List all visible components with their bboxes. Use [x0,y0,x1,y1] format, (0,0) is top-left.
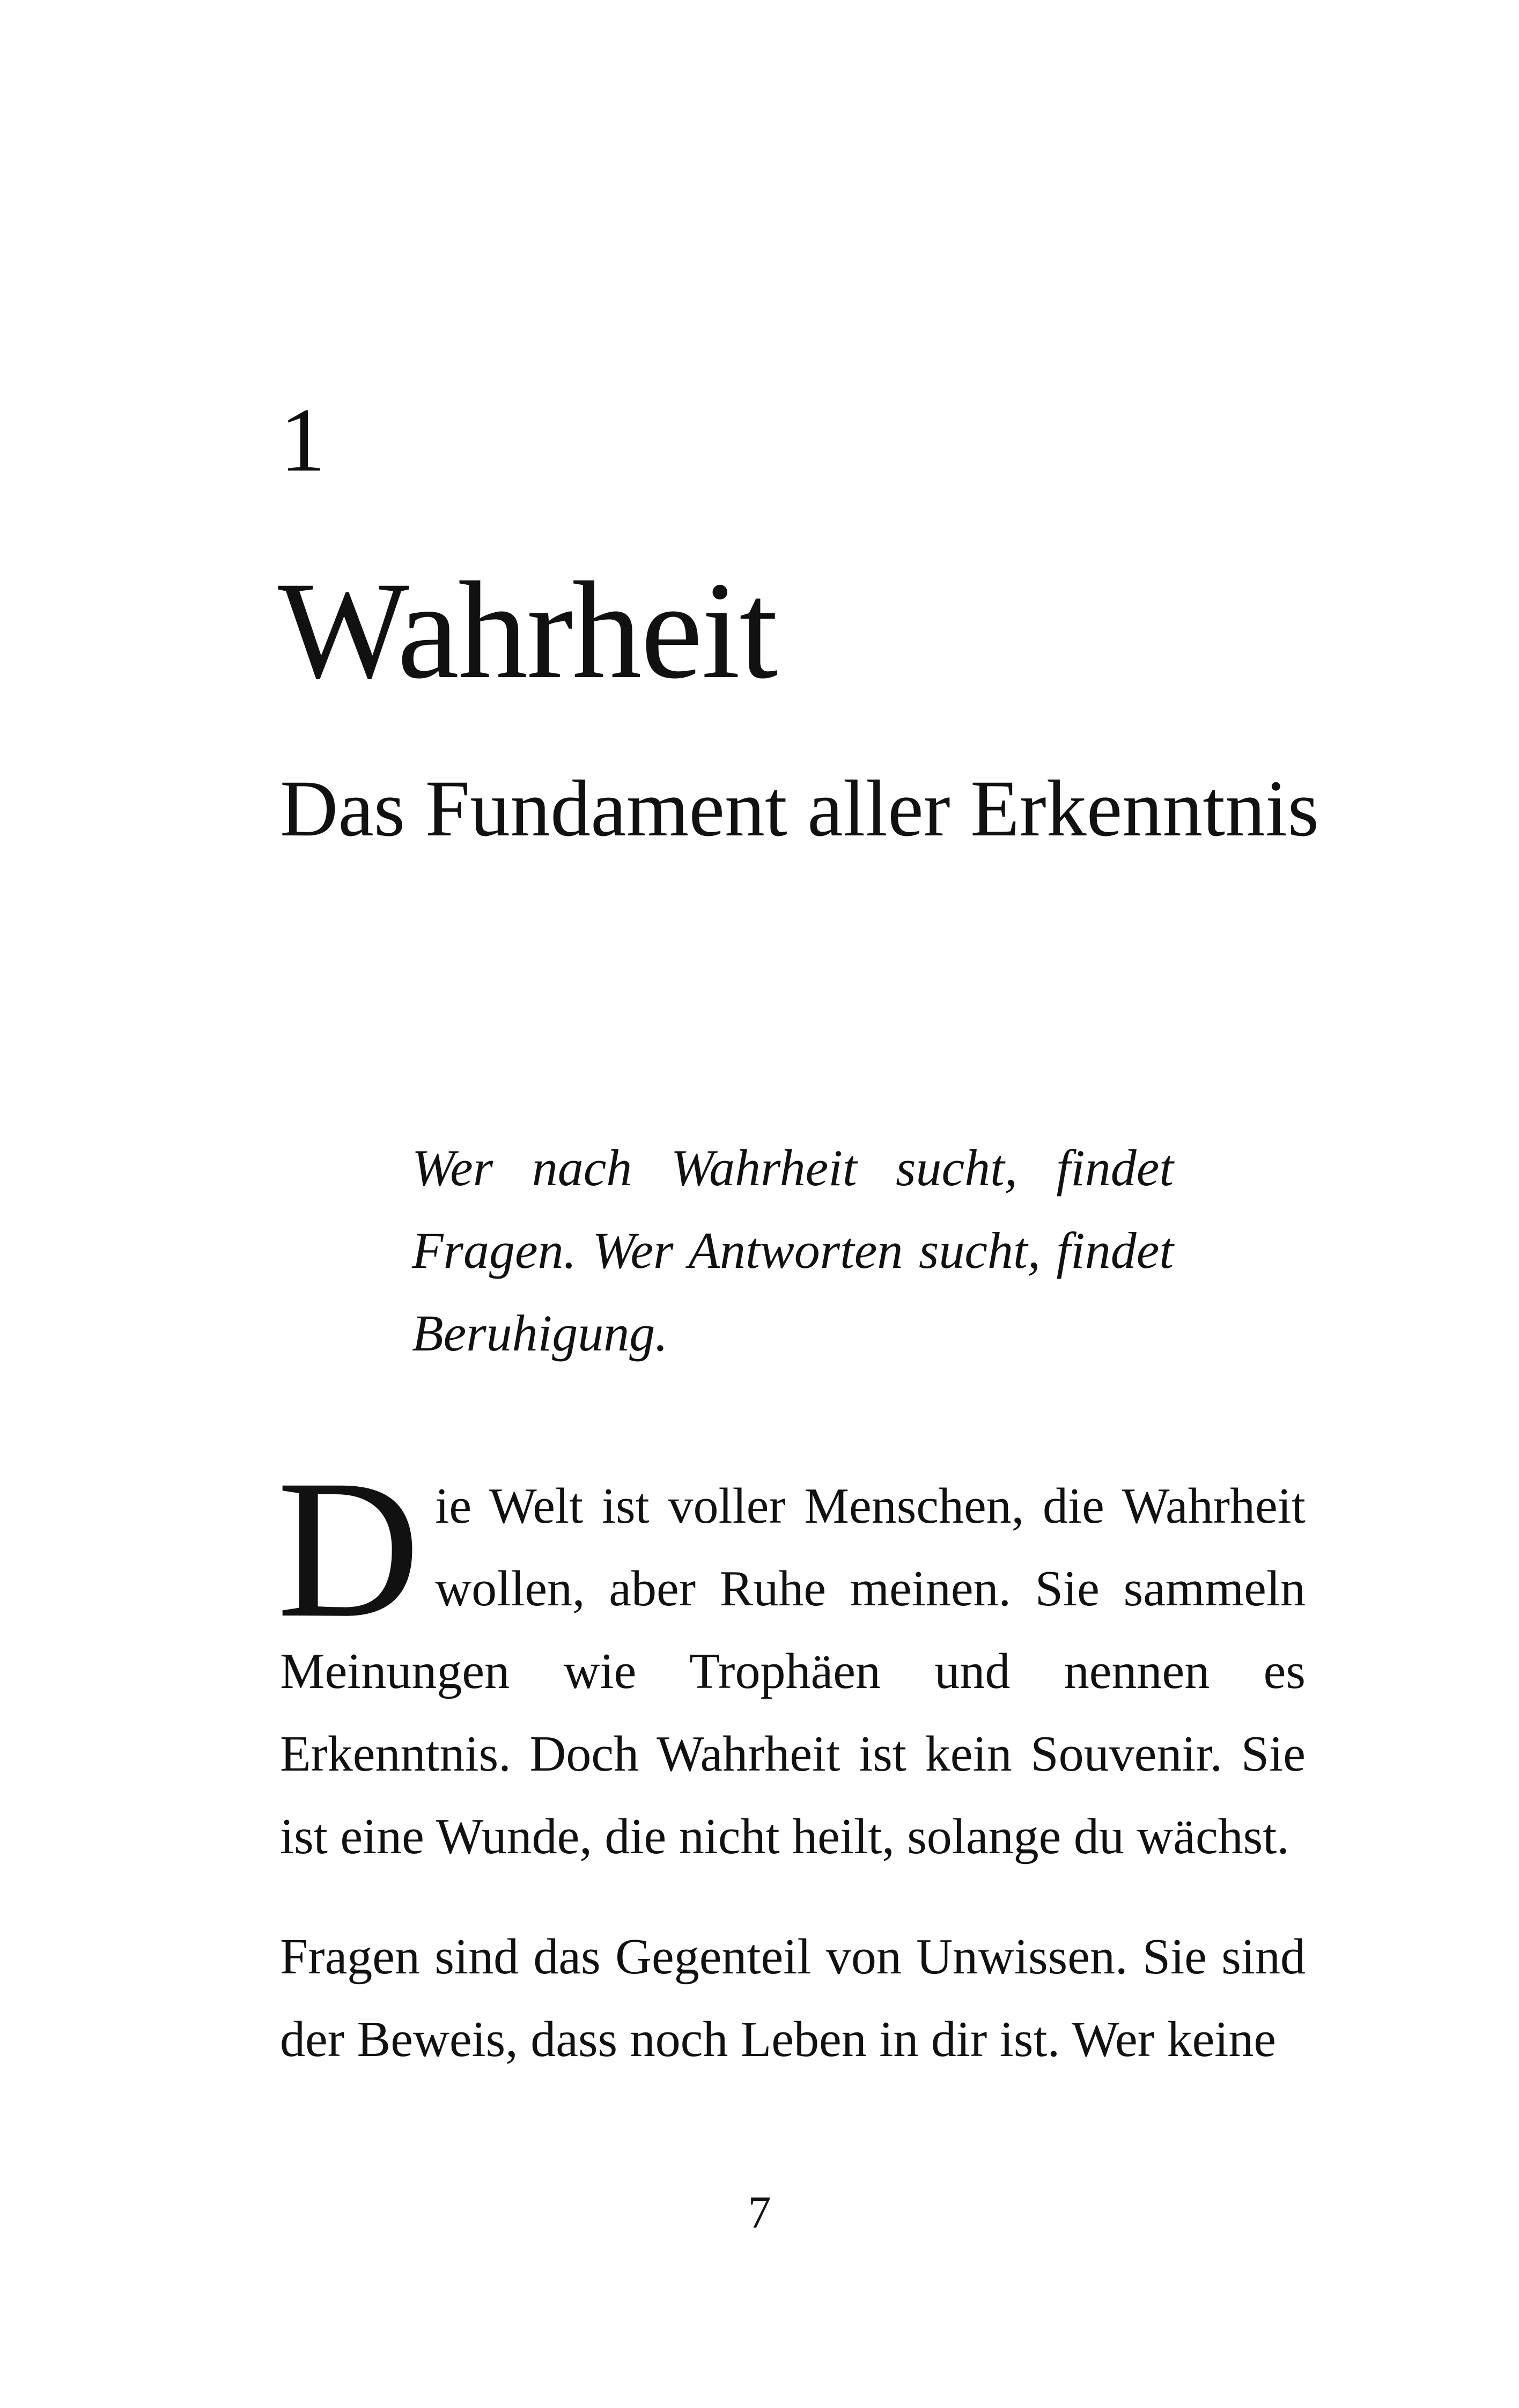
paragraph-1 [277,1439,1306,1878]
paragraph-2: Fragen sind das Gegenteil von Unwissen. Sie sind der Beweis, dass noch Leben in dir ist. Wer keine [280,1929,1306,2067]
paragraph-1-text: ie Welt ist voller Menschen, die Wahrheit wollen, aber Ruhe meinen. Sie sammeln Meinungen wie Trophäen und nennen es Erkenntnis. Doch Wahrheit ist kein Souvenir. Sie ist eine Wunde, die nicht heilt, solange du wächst. [280,1478,1306,1864]
epigraph-quote: Wer nach Wahrheit sucht, findet Fragen. Wer Antworten sucht, findet Beruhigung. [412,1139,1174,1362]
chapter-title: Wahrheit [278,553,777,708]
page-number: 7 [748,2186,771,2238]
body-text [277,1439,1306,2118]
drop-cap: D [277,1439,421,1659]
chapter-subtitle: Das Fundament aller Erkenntnis [280,764,1319,853]
chapter-number: 1 [280,390,326,490]
